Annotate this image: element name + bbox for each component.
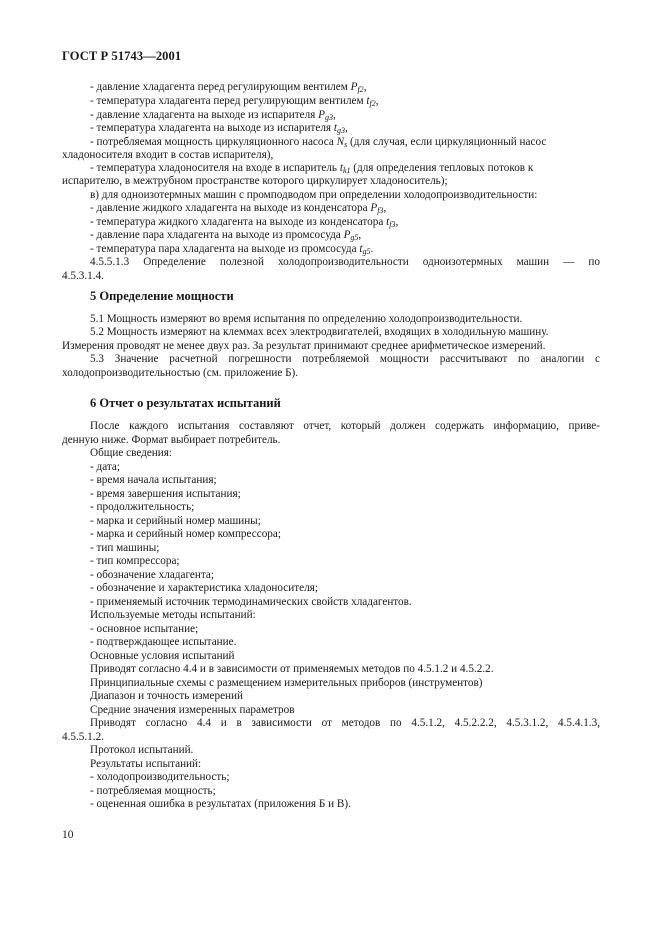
section-6-line: - тип машины;	[90, 542, 160, 554]
page-number: 10	[62, 829, 74, 841]
param-line: - температура жидкого хладагента на выходе из конденсатора $t_{f3}$,	[90, 216, 399, 229]
list-heading: в) для одноизотермных машин с промподводом при определении холодопроизводительности:	[90, 189, 538, 201]
section-6-line: - дата;	[90, 461, 120, 473]
section-6-line: Диапазон и точность измерений	[90, 690, 244, 702]
section-5-line: 5.3 Значение расчетной погрешности потребляемой мощности рассчитывают по аналогии с	[90, 353, 600, 365]
section-6-line: - марка и серийный номер машины;	[90, 515, 261, 527]
section-5-line: 5.1 Мощность измеряют во время испытания по определению холодопроизводительности.	[90, 313, 523, 325]
section-6-line: Основные условия испытаний	[90, 650, 235, 662]
clause-line-cont: 4.5.3.1.4.	[62, 270, 104, 282]
param-line: - давление хладагента перед регулирующим вентилем $P_{f2}$,	[90, 81, 367, 94]
section-6-line: Общие сведения:	[90, 447, 173, 459]
section-6-line: - потребляемая мощность;	[90, 785, 216, 797]
param-line: - давление хладагента на выходе из испарителя $P_{g3}$,	[90, 109, 336, 122]
section-5-line: 5.2 Мощность измеряют на клеммах всех электродвигателей, входящих в холодильную машину.	[90, 326, 549, 338]
section-5-line: холодопроизводительностью (см. приложение Б).	[62, 367, 299, 379]
section-6-line: Приводят согласно 4.4 и в зависимости от методов по 4.5.1.2, 4.5.2.2.2, 4.5.3.1.2, 4.5.4.1.3,	[90, 717, 600, 729]
section-6-line: Протокол испытаний.	[90, 744, 194, 756]
section-6-line: Результаты испытаний:	[90, 758, 202, 770]
section-6-line: После каждого испытания составляют отчет, который должен содержать информацию, приве-	[90, 420, 600, 432]
document-header: ГОСТ Р 51743—2001	[62, 49, 182, 63]
param-line: - температура хладоносителя на входе в испаритель $t_{k1}$ (для определения тепловых потоков к	[90, 162, 534, 175]
section-6-title: 6 Отчет о результатах испытаний	[90, 396, 281, 410]
section-6-line: Средние значения измеренных параметров	[90, 704, 295, 716]
param-line: - температура хладагента на выходе из испарителя $t_{g3}$,	[90, 122, 348, 135]
param-line: - давление пара хладагента на выходе из промсосуда $P_{g5}$,	[90, 229, 362, 242]
param-line-cont: испарителю, в межтрубном пространстве которого циркулирует хладоноситель);	[62, 175, 448, 187]
section-6-line: - марка и серийный номер компрессора;	[90, 528, 281, 540]
section-6-line: - оцененная ошибка в результатах (приложения Б и В).	[90, 798, 351, 810]
section-6-line: - подтверждающее испытание.	[90, 636, 237, 648]
section-6-line: - продолжительность;	[90, 501, 195, 513]
param-line-cont: хладоносителя входит в состав испарителя),	[62, 149, 274, 161]
section-6-line: денную ниже. Формат выбирает потребитель.	[62, 434, 281, 446]
section-6-line: - обозначение и характеристика хладоносителя;	[90, 582, 318, 594]
section-6-line: - время начала испытания;	[90, 474, 217, 486]
section-6-line: Приводят согласно 4.4 и в зависимости от применяемых методов по 4.5.1.2 и 4.5.2.2.	[90, 663, 494, 675]
section-5-title: 5 Определение мощности	[90, 289, 234, 303]
section-6-line: - холодопроизводительность;	[90, 771, 230, 783]
section-6-line: Используемые методы испытаний:	[90, 609, 256, 621]
param-line: - потребляемая мощность циркуляционного насоса $N_s$ (для случая, если циркуляционный насос	[90, 136, 547, 149]
param-line: - температура хладагента перед регулирующим вентилем $t_{f2}$,	[90, 95, 379, 108]
section-6-line: 4.5.5.1.2.	[62, 731, 104, 743]
section-5-line: Измерения проводят не менее двух раз. За результат принимают среднее арифметическое измерений.	[62, 340, 546, 352]
section-6-line: - основное испытание;	[90, 623, 199, 635]
section-6-line: - время завершения испытания;	[90, 488, 241, 500]
clause-line: 4.5.5.1.3 Определение полезной холодопроизводительности одноизотермных машин — по	[90, 256, 600, 268]
section-6-line: - обозначение хладагента;	[90, 569, 214, 581]
section-6-line: Принципиальные схемы с размещением измерительных приборов (инструментов)	[90, 677, 483, 689]
section-6-line: - применяемый источник термодинамических свойств хладагентов.	[90, 596, 412, 608]
param-line: - давление жидкого хладагента на выходе из конденсатора $P_{f3}$,	[90, 202, 387, 215]
param-line: - температура пара хладагента на выходе из промсосуда $t_{g5}$.	[90, 243, 374, 256]
section-6-line: - тип компрессора;	[90, 555, 180, 567]
